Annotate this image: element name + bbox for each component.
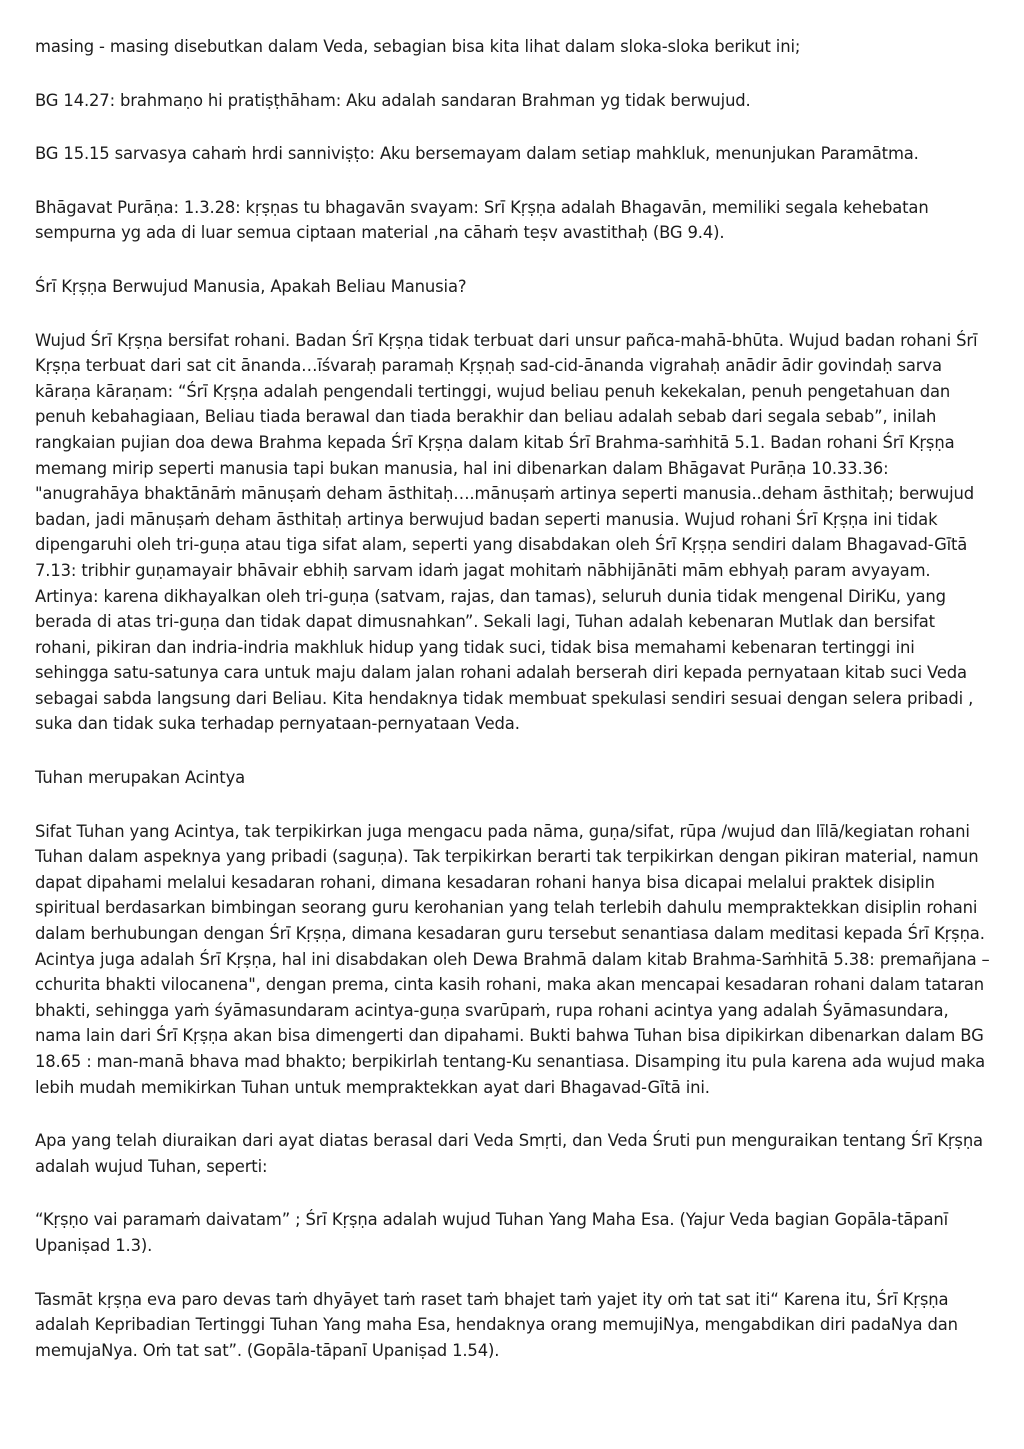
paragraph-yajur-veda: “Kṛṣṇo vai paramaṁ daivatam” ; Śrī Kṛṣṇa adalah wujud Tuhan Yang Maha Esa. (Yajur Veda bagian Gopāla-tāpanī Upaniṣad 1.3). [35,1210,949,1255]
section-heading-wujud-manusia: Śrī Kṛṣṇa Berwujud Manusia, Apakah Beliau Manusia? [35,276,467,296]
paragraph-wujud-rohani: Wujud Śrī Kṛṣṇa bersifat rohani. Badan Śrī Kṛṣṇa tidak terbuat dari unsur pañca-mahā-bhūta. Wujud badan rohani Śrī Kṛṣṇa terbuat dari sat cit ānanda…īśvaraḥ paramaḥ Kṛṣṇaḥ sad-cid-ānanda vigrahaḥ anādir ādir govindaḥ sarva kāraṇa kāraṇam: “Śrī Kṛṣṇa adalah pengendali tertinggi, wujud beliau penuh kekekalan, penuh pengetahuan dan penuh kebahagiaan, Beliau tiada berawal dan tiada berakhir dan beliau adalah sebab dari segala sebab”, inilah rangkaian pujian doa dewa Brahma kepada Śrī Kṛṣṇa dalam kitab Śrī Brahma-saṁhitā 5.1. Badan rohani Śrī Kṛṣṇa memang mirip seperti manusia tapi bukan manusia, hal ini dibenarkan dalam Bhāgavat Purāṇa 10.33.36: "anugrahāya bhaktānāṁ mānuṣaṁ deham āsthitaḥ….mānuṣaṁ artinya seperti manusia..deham āsthitaḥ; berwujud badan, jadi mānuṣaṁ deham āsthitaḥ artinya berwujud badan seperti manusia. Wujud rohani Śrī Kṛṣṇa ini tidak dipengaruhi oleh tri-guṇa atau tiga sifat alam, seperti yang disabdakan oleh Śrī Kṛṣṇa sendiri dalam Bhagavad-Gītā 7.13: tribhir guṇamayair bhāvair ebhiḥ sarvam idaṁ jagat mohitaṁ nābhijānāti mām ebhyaḥ param avyayam. Artinya: karena dikhayalkan oleh tri-guṇa (satvam, rajas, dan tamas), seluruh dunia tidak mengenal DiriKu, yang berada di atas tri-guṇa dan tidak dapat dimusnahkan”. Sekali lagi, Tuhan adalah kebenaran Mutlak dan bersifat rohani, pikiran dan indria-indria makhluk hidup yang tidak suci, tidak bisa memahami kebenaran tertinggi ini sehingga satu-satunya cara untuk maju dalam jalan rohani adalah berserah diri kepada pernyataan kitab suci Veda sebagai sabda langsung dari Beliau. Kita hendaknya tidak membuat spekulasi sendiri sesuai dengan selera pribadi , suka dan tidak suka terhadap pernyataan-pernyataan Veda. [35,330,978,734]
paragraph-sifat-acintya: Sifat Tuhan yang Acintya, tak terpikirkan juga mengacu pada nāma, guṇa/sifat, rūpa /wujud dan līlā/kegiatan rohani Tuhan dalam aspeknya yang pribadi (saguṇa). Tak terpikirkan berarti tak terpikirkan dengan pikiran material, namun dapat dipahami melalui kesadaran rohani, dimana kesadaran rohani hanya bisa dicapai melalui praktek disiplin spiritual berdasarkan bimbingan seorang guru kerohanian yang telah terlebih dahulu mempraktekkan disiplin rohani dalam berhubungan dengan Śrī Kṛṣṇa, dimana kesadaran guru tersebut senantiasa dalam meditasi kepada Śrī Kṛṣṇa. Acintya juga adalah Śrī Kṛṣṇa, hal ini disabdakan oleh Dewa Brahmā dalam kitab Brahma-Saṁhitā 5.38: premañjana –cchurita bhakti vilocanena", dengan prema, cinta kasih rohani, maka akan mencapai kesadaran rohani dalam tataran bhakti, sehingga yaṁ śyāmasundaram acintya-guṇa svarūpaṁ, rupa rohani acintya yang adalah Śyāmasundara, nama lain dari Śrī Kṛṣṇa akan bisa dimengerti dan dipahami. Bukti bahwa Tuhan bisa dipikirkan dibenarkan dalam BG 18.65 : man-manā bhava mad bhakto; berpikirlah tentang-Ku senantiasa. Disamping itu pula karena ada wujud maka lebih mudah memikirkan Tuhan untuk mempraktekkan ayat dari Bhagavad-Gītā ini. [35,821,990,1097]
paragraph-bg-14-27: BG 14.27: brahmaṇo hi pratiṣṭhāham: Aku adalah sandaran Brahman yg tidak berwujud. [35,90,751,110]
paragraph-veda-smrti: Apa yang telah diuraikan dari ayat diatas berasal dari Veda Smṛti, dan Veda Śruti pun menguraikan tentang Śrī Kṛṣṇa adalah wujud Tuhan, seperti: [35,1131,983,1176]
paragraph-intro: masing - masing disebutkan dalam Veda, sebagian bisa kita lihat dalam sloka-sloka berikut ini; [35,37,801,56]
paragraph-gopala-tapani: Tasmāt kṛṣṇa eva paro devas taṁ dhyāyet taṁ raset taṁ bhajet taṁ yajet ity oṁ tat sat iti“ Karena itu, Śrī Kṛṣṇa adalah Kepribadian Tertinggi Tuhan Yang maha Esa, hendaknya orang memujiNya, mengabdikan diri padaNya dan memujaNya. Oṁ tat sat”. (Gopāla-tāpanī Upaniṣad 1.54). [35,1289,958,1360]
paragraph-bhagavat-purana: Bhāgavat Purāṇa: 1.3.28: kṛṣṇas tu bhagavān svayam: Srī Kṛṣṇa adalah Bhagavān, memiliki segala kehebatan sempurna yg ada di luar semua ciptaan material ,na cāhaṁ teṣv avastithaḥ (BG 9.4). [35,197,929,243]
section-heading-acintya: Tuhan merupakan Acintya [35,768,246,788]
paragraph-bg-15-15: BG 15.15 sarvasya cahaṁ hrdi sanniviṣṭo: Aku bersemayam dalam setiap mahkluk, menunjukan Paramātma. [35,144,919,164]
